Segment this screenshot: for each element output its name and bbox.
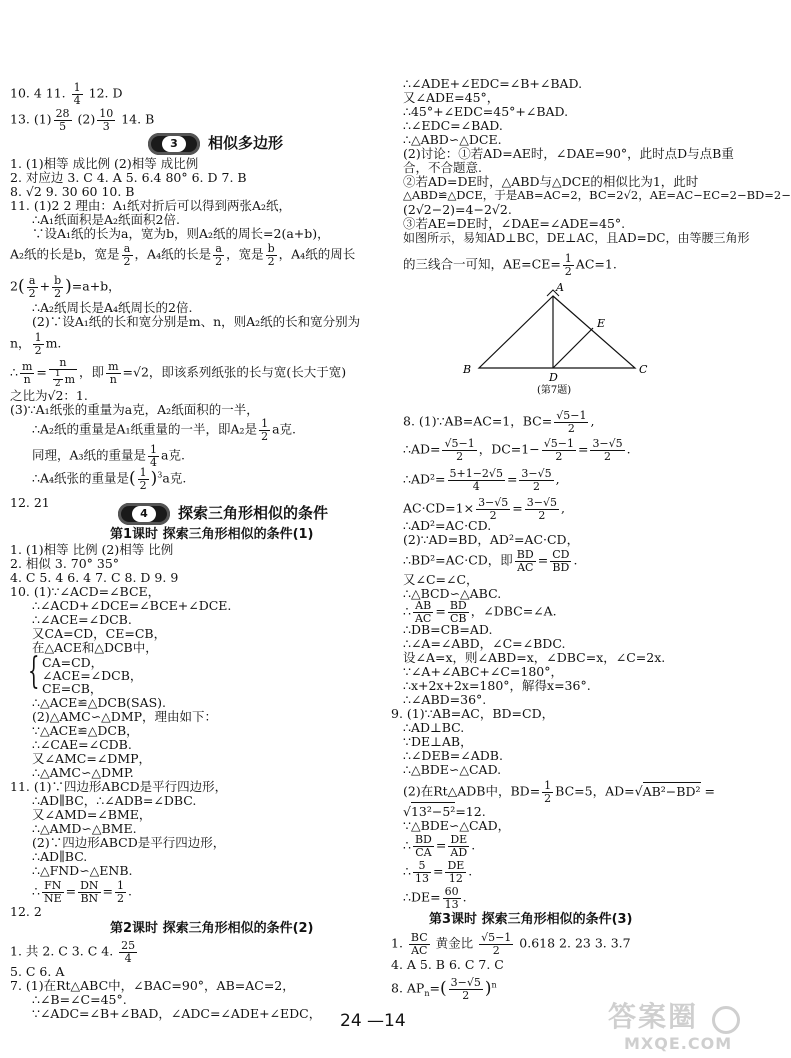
answer-line: ∴ $\frac{BD}{CA}$ = $\frac{DE}{AD}$ . [403,833,476,859]
section-title: 相似多边形 [208,134,284,152]
answer-line: (2)讨论：①若AD=AE时，∠DAE=90°，此时点D与点B重 [403,146,734,161]
answer-line: 4. C 5. 4 6. 4 7. C 8. D 9. 9 [10,570,179,585]
watermark-top: 答案圈 [608,1000,699,1033]
answer-line: 5. C 6. A [10,964,65,979]
answer-line: 2. 对应边 3. C 4. A 5. 6.4 80° 6. D 7. B [10,170,247,185]
answer-line: ∴∠DEB=∠ADB. [403,748,503,763]
lesson-heading: 第1课时 探索三角形相似的条件(1) [110,527,314,542]
answer-line: 的三线合一可知，AE=CE= $\frac{1}{2}$ AC=1. [403,252,617,278]
section-title: 探索三角形相似的条件 [178,504,329,522]
answer-line: (3)∵A₁纸张的重量为a克，A₂纸面积的一半， [10,402,259,417]
label-a: A [556,281,564,294]
answer-line: CA=CD， [42,655,104,670]
answer-line: 2. 相似 3. 70° 35° [10,556,120,571]
answer-line: ∴AD∥BC，∴∠ADB=∠DBC. [32,793,197,808]
answer-line: ∴∠A=∠ABD，∠C=∠BDC. [403,636,566,651]
answer-line: 1. (1)相等 成比例 (2)相等 成比例 [10,156,199,171]
answer-line: ∴ $\frac{AB}{AC}$ = $\frac{BD}{CB}$ ，∠DBC=∠A. [403,599,557,625]
answer-line: ∵△BDE∽△CAD， [403,818,511,833]
answer-line: ∴∠B=∠C=45°. [32,992,127,1007]
triangle-figure [455,283,660,395]
answer-line: (2)在Rt△ADB中，BD= $\frac{1}{2}$ BC=5，AD=√AB²−BD² = [403,779,715,805]
watermark-bottom: MXQE.COM [624,1034,733,1053]
label-e: E [597,317,606,330]
answer-line: CE=CB， [42,681,103,696]
section-badge: 4 [118,503,170,525]
answer-line: ∴A₁纸面积是A₂纸面积2倍. [32,212,180,227]
answer-line: ∴△ABD∽△DCE. [403,132,502,147]
answer-line: 又∠AMD=∠BME， [32,807,152,822]
answer-line: ∴△AMD∽△BME. [32,821,137,836]
answer-line: 12. 2 [10,904,42,919]
answer-line: ∴AD²=AC·CD. [403,518,492,533]
answer-line: 1. 共 2. C 3. C 4. $\frac{25}{4}$ [10,939,136,965]
answer-line: (2)∵AD=BD，AD²=AC·CD， [403,532,580,547]
answer-line: 2( $\frac{a}{2}$ + $\frac{b}{2}$ )=a+b， [10,274,121,300]
answer-line: ∵∠ADC=∠B+∠BAD，∠ADC=∠ADE+∠EDC， [32,1006,322,1021]
answer-line: 合，不合题意. [403,160,482,175]
answer-line: 8. (1)∵AB=AC=1，BC= $\frac{√5-1}{2}$ , [403,409,595,435]
answer-line: (2)△AMC∽△DMP，理由如下： [32,709,218,724]
answer-line: (2)∵设A₁纸的长和宽分别是m、n，则A₂纸的长和宽分别为 [32,314,361,329]
answer-line: 设∠A=x，则∠ABD=x，∠DBC=x，∠C=2x. [403,650,666,665]
page-number: 24 —14 [340,1011,406,1031]
answer-line: ∴∠ACD+∠DCE=∠BCE+∠DCE. [32,598,232,613]
answer-line: 1. $\frac{BC}{AC}$ 黄金比 $\frac{√5-1}{2}$ 0.618 2. 23 3. 3.7 [391,931,631,957]
watermark-circle [712,1006,740,1034]
answer-line: (2)∵四边形ABCD是平行四边形， [32,835,226,850]
answer-line: 4. A 5. B 6. C 7. C [391,957,504,972]
answer-line: AC·CD=1× $\frac{3-√5}{2}$ = $\frac{3-√5}{2}$ , [403,496,565,522]
answer-line: 又∠ADE=45°， [403,90,500,105]
answer-line: ∵DE⊥AB， [403,734,473,749]
section-badge: 3 [148,133,200,155]
answer-line: ∴x+2x+2x=180°，解得x=36°. [403,678,591,693]
lesson-heading: 第2课时 探索三角形相似的条件(2) [110,921,314,936]
answer-line: 又CA=CD，CE=CB， [32,626,167,641]
answer-line: 12. 21 [10,495,50,510]
answer-line: ∴△AMC∽△DMP. [32,765,134,780]
answer-line: ∴ $\frac{5}{13}$ = $\frac{DE}{12}$ . [403,859,473,885]
answer-line: 之比为√2：1. [10,388,88,403]
answer-line: ∴ $\frac{FN}{NE}$ = $\frac{DN}{BN}$ = $\frac{1}{2}$ . [32,879,133,905]
answer-line: 9. (1)∵AB=AC，BD=CD， [391,706,555,721]
answer-line: ∴∠ACE=∠DCB. [32,612,132,627]
answer-line: 7. (1)在Rt△ABC中，∠BAC=90°，AB=AC=2， [10,978,295,993]
answer-line: ∴△FND∽△ENB. [32,863,133,878]
answer-line: 在△ACE和△DCB中， [32,640,158,655]
answer-line: ∴DB=CB=AD. [403,622,493,637]
lesson-heading: 第3课时 探索三角形相似的条件(3) [429,912,633,927]
answer-line: ∴45°+∠EDC=45°+∠BAD. [403,104,569,119]
answer-line: 8. √2 9. 30 60 10. B [10,184,135,199]
answer-line: 1. (1)相等 比例 (2)相等 比例 [10,542,174,557]
answer-line: 11. (1)∵四边形ABCD是平行四边形， [10,779,228,794]
answer-line: ∴△BDE∽△CAD. [403,762,502,777]
answer-line: 又∠AMC=∠DMP， [32,751,152,766]
answer-line: n， $\frac{1}{2}$ m. [10,331,62,357]
answer-line: ∴∠EDC=∠BAD. [403,118,503,133]
answer-line: ②若AD=DE时，△ABD与△DCE的相似比为1，此时 [403,174,699,189]
label-b: B [463,363,472,376]
answer-line: ∠ACE=∠DCB， [42,668,143,683]
answer-line: ∴AD²= $\frac{5+1-2√5}{4}$ = $\frac{3-√5}{2}$ , [403,467,560,493]
watermark-logo [608,1000,744,1055]
answer-line: (2√2−2)=4−2√2. [403,202,512,217]
answer-line: 又∠C=∠C， [403,572,479,587]
answer-line: ∴A₂纸周长是A₄纸周长的2倍. [32,300,193,315]
answer-line: 8. $AP_n=$( $\frac{3-√5}{2}$ )$^n$ [391,976,497,1002]
answer-line: ∴A₂纸的重量是A₁纸重量的一半，即A₂是 $\frac{1}{2}$ a克. [32,417,297,443]
answer-line: ∴△ACE≌△DCB(SAS). [32,695,167,710]
answer-line: ∴AD= $\frac{√5-1}{2}$ ，DC=1− $\frac{√5-1}{2}$ = $\frac{3-√5}{2}$ . [403,437,631,463]
answer-line: ∵设A₁纸的长为a，宽为b，则A₂纸的周长=2(a+b)， [32,226,330,241]
answer-line: ∴∠CAE=∠CDB. [32,737,132,752]
label-c: C [639,363,648,376]
answer-line: 10. 4 11. $\frac{1}{4}$ 12. D [10,81,123,107]
answer-line: ∴DE= $\frac{60}{13}$ . [403,885,467,911]
answer-line: 如图所示，易知AD⊥BC，DE⊥AC，且AD=DC，由等腰三角形 [403,231,750,245]
answer-line: ∴A₄纸张的重量是( $\frac{1}{2}$ )$^3$a克. [32,466,187,492]
figure-caption: (第7题) [537,385,572,396]
answer-line: ∴BD²=AC·CD，即 $\frac{BD}{AC}$ = $\frac{CD}{BD}$ . [403,548,578,574]
answer-line: ∵△ACE≌△DCB， [32,723,139,738]
answer-line: ∴∠ABD=36°. [403,692,487,707]
answer-line: ③若AE=DE时，∠DAE=∠ADE=45°. [403,216,626,231]
answer-line: 10. (1)∵∠ACD=∠BCE， [10,584,161,599]
answer-line: 11. (1)2 2 理由：A₁纸对折后可以得到两张A₂纸， [10,198,291,213]
label-d: D [549,371,558,384]
answer-line: 13. (1) $\frac{28}{5}$ (2) $\frac{10}{3}$ 14. B [10,107,155,133]
answer-line: ∴AD⊥BC. [403,720,465,735]
answer-line: ∴ $\frac{m}{n}$ = n $\frac{1}{2}$ m ，即 $\frac{m}{n}$ =√2，即该系列纸张的长与宽(长大于宽) [10,356,347,389]
answer-line: ∵∠A+∠ABC+∠C=180°， [403,664,564,679]
triangle-abc [479,296,635,368]
answer-line: △ABD≌△DCE，于是AB=AC=2，BC=2√2，AE=AC−EC=2−BD=2− [403,188,791,202]
answer-line: A₂纸的长是b，宽是 $\frac{a}{2}$ ，A₄纸的长是 $\frac{a}{2}$ ，宽是 $\frac{b}{2}$ ，A₄纸的周长 [10,242,356,268]
brace: { [28,651,40,692]
answer-line: 同理，A₃纸的重量是 $\frac{1}{4}$ a克. [32,443,185,469]
answer-line: √13²−5²=12. [403,804,486,819]
segment-de [553,328,593,368]
answer-line: ∴AD∥BC. [32,849,88,864]
answer-line: ∴△BCD∽△ABC. [403,586,502,601]
answer-line: ∴∠ADE+∠EDC=∠B+∠BAD. [403,76,583,91]
